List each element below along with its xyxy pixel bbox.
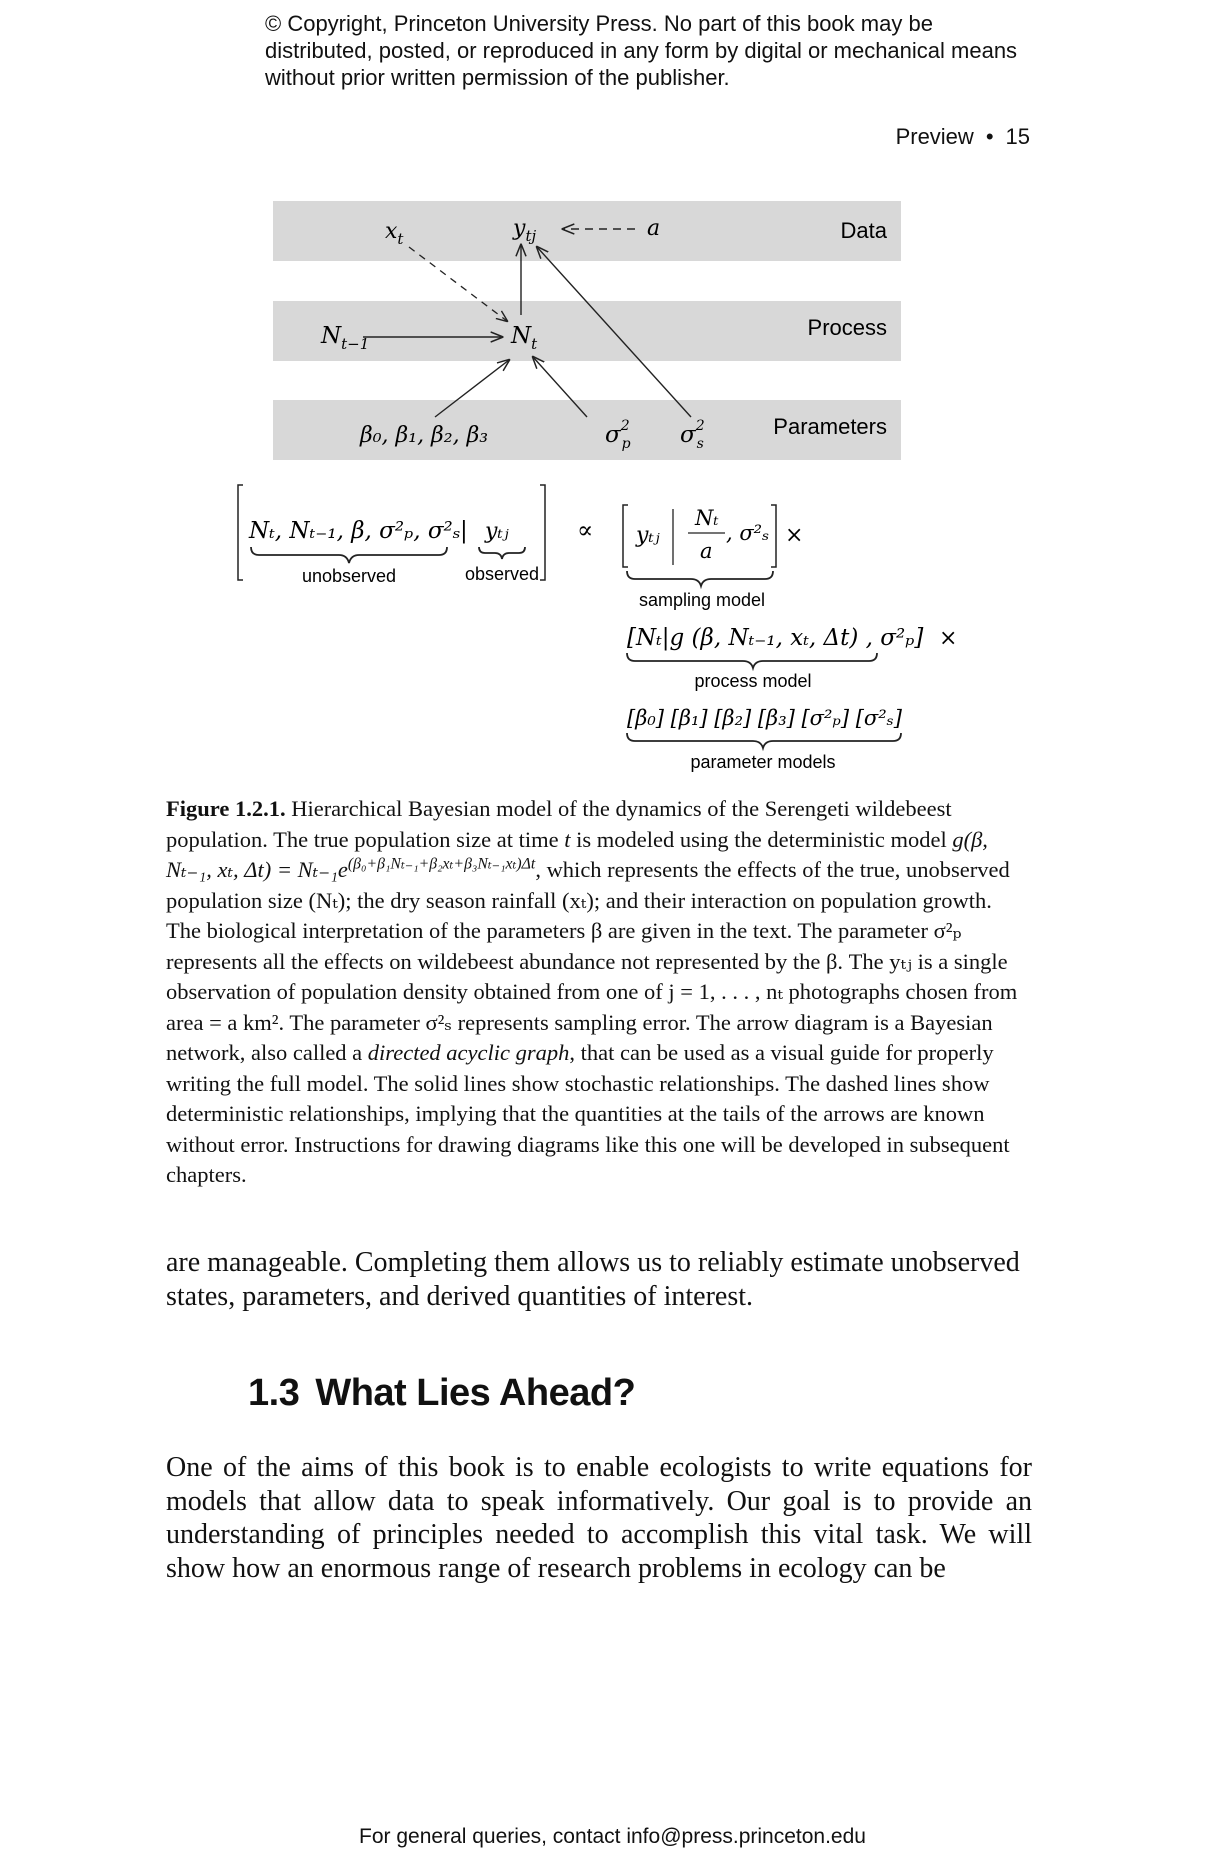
caption-model-lhs: g(β, Nₜ₋₁, xₜ, Δt) = Nₜ₋₁e — [166, 826, 988, 882]
posterior-right-bracket — [540, 485, 545, 580]
node-N-t: $N_t$ — [511, 323, 538, 353]
figure-label: Figure 1.2.1. — [166, 796, 286, 821]
process-band-label: Process — [807, 315, 887, 340]
section-heading — [248, 1372, 635, 1415]
sampling-fraction-numerator: Nₜ — [695, 506, 719, 530]
node-x-t: $x_t$ — [385, 219, 404, 248]
footer-contact: For general queries, contact info@press.princeton.edu — [359, 1825, 866, 1848]
running-head-bullet: • — [985, 124, 994, 149]
process-brace — [627, 653, 877, 668]
sampling-model-label: sampling model — [638, 590, 766, 610]
section-title: What Lies Ahead? — [315, 1372, 636, 1414]
unobserved-label: unobserved — [301, 566, 397, 586]
node-betas: β₀, β₁, β₂, β₃ — [360, 423, 489, 448]
times-symbol-1: × — [785, 523, 804, 548]
observed-label: observed — [464, 564, 540, 584]
sampling-fraction-denominator: a — [700, 539, 713, 563]
sampling-brace — [627, 571, 773, 586]
parameter-models-label: parameter models — [690, 752, 836, 772]
node-N-t-minus-1: $N_{t-1}$ — [321, 323, 370, 353]
unobserved-brace — [251, 547, 447, 563]
node-a: a — [647, 216, 661, 241]
body-text-continued: are manageable. Completing them allows us to reliably estimate unobserved states, parameters, and derived quantities of interest. — [166, 1247, 1020, 1312]
times-symbol-2: × — [939, 626, 958, 651]
caption-text-1: Hierarchical Bayesian model of the dynamics of the Serengeti wildebeest population. The true population size at time — [166, 796, 952, 852]
parameters-band-label: Parameters — [773, 414, 887, 439]
data-band-label: Data — [840, 218, 887, 243]
node-y-tj: $y_{tj}$ — [513, 216, 537, 245]
copyright-notice: © Copyright, Princeton University Press. No part of this book may be distributed, posted, or reproduced in any form by digital or mechanical means without prior written permission of the publisher. — [265, 11, 1018, 90]
figure-caption — [166, 794, 1032, 1191]
caption-dag-term: directed acyclic graph — [367, 1040, 570, 1065]
bayesian-network-figure — [195, 195, 958, 785]
caption-model-exponent: (β₀+β₁Nₜ₋₁+β₂xₜ+β₃Nₜ₋₁xₜ)Δt — [347, 855, 536, 873]
node-sigma-s: $\sigma^2$ s — [680, 418, 705, 452]
process-model-expr: [Nₜ|g (β, Nₜ₋₁, xₜ, Δt) , σ²ₚ] — [627, 625, 924, 651]
posterior-left-bracket — [238, 485, 243, 580]
sampling-right-bracket — [771, 505, 776, 567]
section-number: 1.3 — [248, 1372, 300, 1414]
node-sigma-p: $\sigma^2$ p — [605, 418, 631, 452]
caption-text-4: , that can be used as a visual guide for properly writing the full model. The solid lines show stochastic relationships. The dashed lines show deterministic relationships, implying that the quantities at the tails of the arrows are known without error. Instructions for drawing diagrams like this one will be developed in subsequent chapters. — [166, 1040, 1010, 1187]
sampling-sigma-expr: , σ²ₛ — [726, 521, 770, 545]
parameter-models-expr: [β₀] [β₁] [β₂] [β₃] [σ²ₚ] [σ²ₛ] — [627, 706, 902, 730]
running-head — [896, 124, 1030, 150]
caption-text-2: is modeled using the deterministic model — [576, 826, 947, 852]
posterior-unobserved-expr: Nₜ, Nₜ₋₁, β, σ²ₚ, σ²ₛ — [249, 518, 461, 544]
caption-text-3: , which represents the effects of the true, unobserved population size (Nₜ); the dry season rainfall (xₜ); and their interaction on population growth. The biological interpretation of the parameters β are given in the text. The parameter σ²ₚ represents all the effects on wildebeest abundance not represented by the β. The yₜⱼ is a single observation of population density obtained from one of j = 1, . . . , nₜ photographs chosen from area = a km². The parameter σ²ₛ represents sampling error. The arrow diagram is a Bayesian network, also called a — [166, 857, 1018, 1065]
posterior-bar: | — [460, 518, 468, 544]
process-model-label: process model — [694, 671, 812, 691]
body-paragraph: One of the aims of this book is to enable ecologists to write equations for models that allow data to speak informatively. Our goal is to provide an understanding of principles needed to accomplish this vital task. We will show how an enormous range of research problems in ecology can be — [166, 1452, 1032, 1584]
parameter-brace — [627, 733, 901, 748]
data-band — [273, 201, 901, 261]
running-head-label: Preview — [895, 124, 974, 149]
proportional-symbol: ∝ — [577, 516, 594, 544]
caption-t-variable: t — [564, 826, 571, 852]
posterior-observed-expr: yₜⱼ — [485, 519, 509, 544]
observed-brace — [479, 547, 525, 559]
sampling-left-bracket — [623, 505, 628, 567]
sampling-y-expr: yₜⱼ — [636, 523, 660, 548]
page-number: 15 — [1005, 124, 1030, 149]
